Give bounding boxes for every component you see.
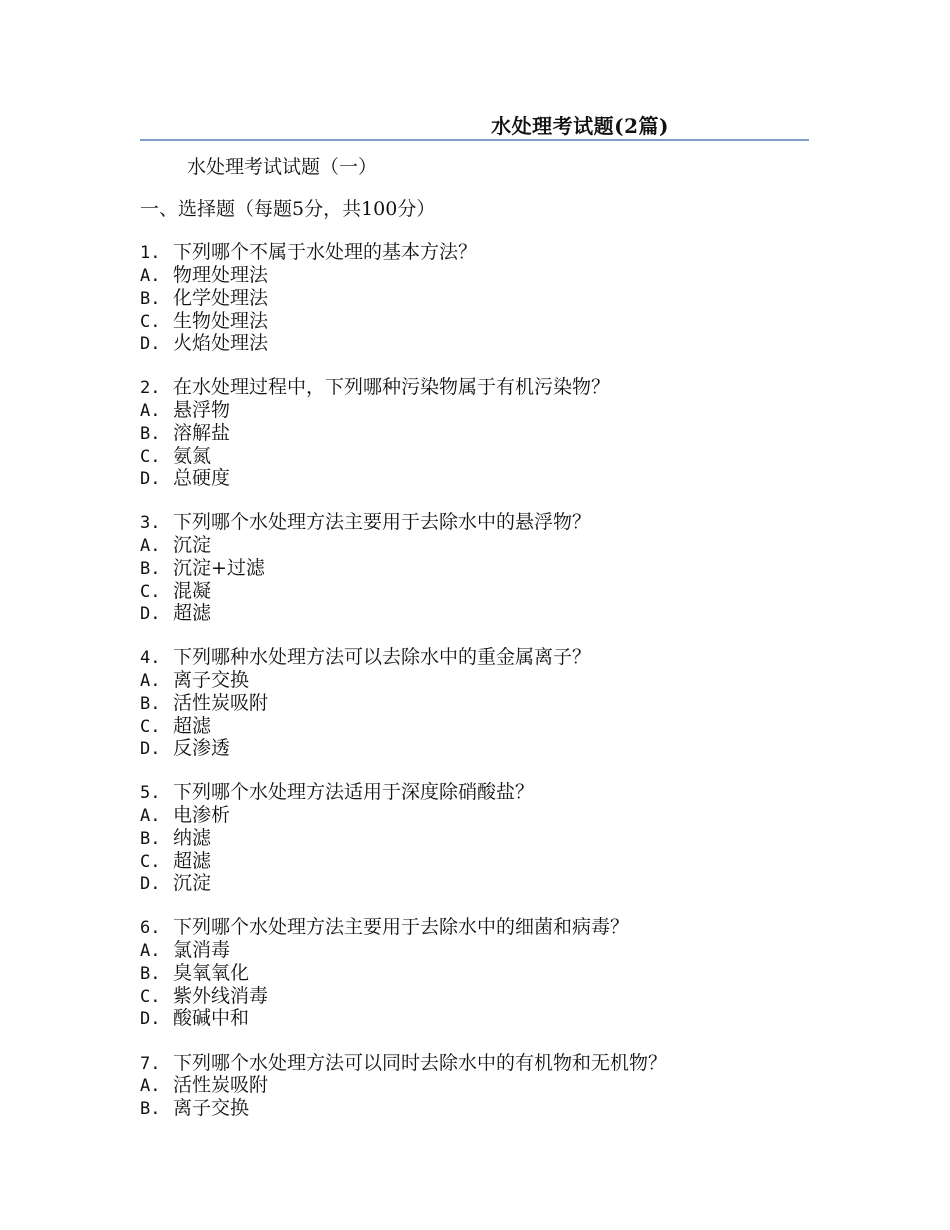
option-label: D. <box>140 739 161 760</box>
option-text: 超滤 <box>173 849 212 872</box>
question-number: 2. <box>140 378 161 399</box>
question-number: 3. <box>140 513 161 534</box>
answer-option <box>140 738 809 761</box>
question-text: 下列哪种水处理方法可以去除水中的重金属离子？ <box>173 646 592 669</box>
option-text: 纳滤 <box>173 826 212 849</box>
option-text: 臭氧氧化 <box>173 961 250 984</box>
question-number: 7. <box>140 1053 161 1074</box>
question-stem <box>140 1053 809 1076</box>
exam-subtitle: 水处理考试试题（一） <box>187 156 378 178</box>
question-number: 4. <box>140 648 161 669</box>
option-label: C. <box>140 446 161 467</box>
option-text: 总硬度 <box>173 467 231 490</box>
option-text: 活性炭吸附 <box>173 691 269 714</box>
answer-option <box>140 311 809 334</box>
option-label: D. <box>140 604 161 625</box>
answer-option <box>140 1098 809 1121</box>
option-label: A. <box>140 1076 161 1097</box>
option-label: A. <box>140 671 161 692</box>
title-divider <box>140 139 809 141</box>
answer-option <box>140 940 809 963</box>
answer-option <box>140 423 809 446</box>
answer-option <box>140 1008 809 1031</box>
option-label: B. <box>140 1098 161 1119</box>
answer-option <box>140 1075 809 1098</box>
option-text: 氨氮 <box>173 444 212 467</box>
question-number: 5. <box>140 783 161 804</box>
question-stem <box>140 242 809 265</box>
question-stem <box>140 377 809 400</box>
option-label: B. <box>140 963 161 984</box>
option-label: D. <box>140 469 161 490</box>
option-label: B. <box>140 828 161 849</box>
option-label: A. <box>140 401 161 422</box>
option-text: 离子交换 <box>173 669 250 692</box>
answer-option <box>140 603 809 626</box>
answer-option <box>140 693 809 716</box>
option-text: 电渗析 <box>173 804 231 827</box>
answer-option <box>140 446 809 469</box>
answer-option <box>140 963 809 986</box>
option-text: 活性炭吸附 <box>173 1074 269 1097</box>
answer-option <box>140 400 809 423</box>
option-text: 悬浮物 <box>173 399 231 422</box>
option-label: C. <box>140 986 161 1007</box>
question-text: 下列哪个水处理方法适用于深度除硝酸盐？ <box>173 781 535 804</box>
answer-option <box>140 558 809 581</box>
option-label: A. <box>140 536 161 557</box>
option-text: 化学处理法 <box>173 286 269 309</box>
option-label: A. <box>140 266 161 287</box>
question-text: 下列哪个水处理方法主要用于去除水中的细菌和病毒？ <box>173 916 630 939</box>
option-text: 混凝 <box>173 579 212 602</box>
option-label: C. <box>140 581 161 602</box>
question-text: 下列哪个水处理方法可以同时去除水中的有机物和无机物？ <box>173 1051 668 1074</box>
question-text: 下列哪个水处理方法主要用于去除水中的悬浮物？ <box>173 511 592 534</box>
option-label: C. <box>140 311 161 332</box>
answer-option <box>140 851 809 874</box>
option-label: D. <box>140 874 161 895</box>
question-text: 下列哪个不属于水处理的基本方法？ <box>173 241 478 264</box>
answer-option <box>140 333 809 356</box>
option-label: C. <box>140 716 161 737</box>
question-text: 在水处理过程中，下列哪种污染物属于有机污染物？ <box>173 376 611 399</box>
option-text: 沉淀 <box>173 872 212 895</box>
question-block <box>140 512 809 626</box>
option-text: 离子交换 <box>173 1096 250 1119</box>
question-block <box>140 647 809 761</box>
answer-option <box>140 873 809 896</box>
option-text: 生物处理法 <box>173 309 269 332</box>
question-block <box>140 782 809 896</box>
answer-option <box>140 805 809 828</box>
option-label: A. <box>140 806 161 827</box>
answer-option <box>140 265 809 288</box>
answer-option <box>140 670 809 693</box>
option-label: B. <box>140 288 161 309</box>
option-label: B. <box>140 423 161 444</box>
document-title: 水处理考试题(2篇) <box>491 114 669 138</box>
question-block <box>140 917 809 1031</box>
option-text: 火焰处理法 <box>173 332 269 355</box>
answer-option <box>140 468 809 491</box>
answer-option <box>140 535 809 558</box>
option-text: 反渗透 <box>173 737 231 760</box>
option-text: 氯消毒 <box>173 939 231 962</box>
document-body <box>140 157 809 1142</box>
option-label: C. <box>140 851 161 872</box>
question-list <box>140 242 809 1120</box>
option-label: D. <box>140 334 161 355</box>
option-text: 物理处理法 <box>173 264 269 287</box>
option-text: 紫外线消毒 <box>173 984 269 1007</box>
option-text: 沉淀+过滤 <box>173 556 265 579</box>
question-stem <box>140 647 809 670</box>
answer-option <box>140 288 809 311</box>
answer-option <box>140 986 809 1009</box>
answer-option <box>140 581 809 604</box>
option-text: 沉淀 <box>173 534 212 557</box>
option-text: 酸碱中和 <box>173 1007 250 1030</box>
answer-option <box>140 828 809 851</box>
option-label: B. <box>140 693 161 714</box>
option-text: 溶解盐 <box>173 421 231 444</box>
answer-option <box>140 716 809 739</box>
option-label: D. <box>140 1009 161 1030</box>
question-block <box>140 377 809 491</box>
question-stem <box>140 782 809 805</box>
option-text: 超滤 <box>173 714 212 737</box>
question-number: 1. <box>140 243 161 264</box>
question-stem <box>140 917 809 940</box>
question-stem <box>140 512 809 535</box>
question-number: 6. <box>140 918 161 939</box>
option-text: 超滤 <box>173 602 212 625</box>
question-block <box>140 1053 809 1121</box>
option-label: A. <box>140 941 161 962</box>
question-block <box>140 242 809 356</box>
section-heading: 一、选择题（每题5分，共100分） <box>140 197 436 220</box>
option-label: B. <box>140 558 161 579</box>
